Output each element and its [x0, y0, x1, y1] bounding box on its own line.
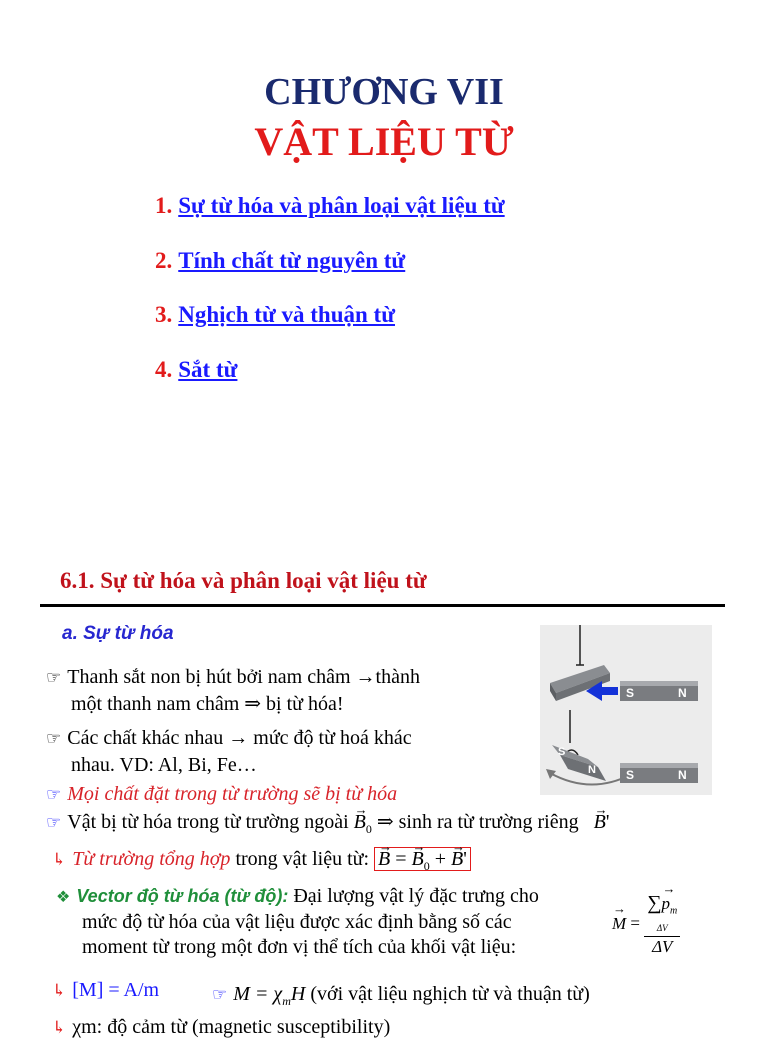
bullet-1 — [46, 664, 506, 718]
toc-item-2[interactable] — [155, 248, 405, 274]
definition-text: Đại lượng vật lý đặc trưng cho — [293, 885, 539, 907]
toc-item-3[interactable] — [155, 302, 395, 328]
susceptibility-formula: ☞ $M = \chi_mH$ (với vật liệu nghịch từ và thuận từ) — [212, 983, 590, 1008]
chapter-title: CHƯƠNG VII — [264, 71, 504, 113]
toc-number: 2. — [155, 248, 173, 273]
toc-link[interactable]: Nghịch từ và thuận từ — [178, 302, 395, 327]
pointing-hand-icon: ☞ — [46, 813, 62, 832]
toc-number: 1. — [155, 193, 173, 218]
bullet-text: một thanh nam châm ⇒ bị từ hóa! — [71, 693, 344, 715]
toc-link[interactable]: Sự từ hóa và phân loại vật liệu từ — [178, 193, 505, 218]
bullet-4: ☞ Vật bị từ hóa trong từ trường ngoài → $B_0$ ⇒ sinh ra từ trường riêng → B' — [46, 809, 609, 843]
bullet-susceptibility — [52, 1014, 390, 1041]
pointing-hand-icon: ☞ — [46, 729, 62, 748]
bullet-text: Thanh sắt non bị hút bởi nam châm →thành — [67, 666, 420, 688]
bullet-text-highlight: Từ trường tổng hợp — [72, 848, 231, 870]
definition-text: mức độ từ hóa của vật liệu được xác định bằng số các — [82, 911, 512, 933]
bullet-2 — [46, 725, 506, 779]
magnet-label-n: N — [678, 686, 687, 700]
bullet-text: Các chất khác nhau → mức độ từ hoá khác — [67, 727, 412, 749]
bullet-5 — [52, 846, 471, 880]
chapter-subtitle: VẬT LIỆU TỪ — [254, 119, 514, 164]
magnetization-formula: → M = ∑→ $p_m$ ΔV ΔV — [612, 892, 680, 957]
total-field-formula: → B = → $B_0$ + → B' — [374, 847, 471, 871]
unit-text: [M] = A/m — [72, 979, 160, 1001]
definition-text: moment từ trong một đơn vị thể tích của khối vật liệu: — [82, 936, 517, 958]
bullet-text: Mọi chất đặt trong từ trường sẽ bị từ hóa — [67, 783, 398, 805]
magnet-label-s: S — [626, 686, 635, 700]
arrow-bullet-icon: ↳ — [52, 981, 67, 1000]
section-divider — [40, 604, 725, 607]
bar-label-n: N — [588, 764, 596, 776]
toc-link[interactable]: Sắt từ — [178, 357, 238, 382]
bullet-text: χm: độ cảm từ (magnetic susceptibility) — [72, 1016, 391, 1038]
bullet-text: trong vật liệu từ: — [235, 848, 370, 870]
magnet-label-n: N — [678, 768, 687, 782]
magnetization-figure — [540, 625, 712, 795]
diamond-bullet-icon: ❖ — [56, 889, 71, 906]
section-title: 6.1. Sự từ hóa và phân loại vật liệu từ — [60, 568, 427, 593]
arrow-bullet-icon: ↳ — [52, 850, 67, 869]
bullet-text: ⇒ sinh ra từ trường riêng — [376, 811, 579, 833]
toc-link[interactable]: Tính chất từ nguyên tử — [178, 248, 406, 273]
formula-note: (với vật liệu nghịch từ và thuận từ) — [310, 983, 590, 1005]
bullet-text: nhau. VD: Al, Bi, Fe… — [71, 754, 257, 776]
unit-line — [52, 977, 159, 1004]
toc-number: 4. — [155, 357, 173, 382]
toc-number: 3. — [155, 302, 173, 327]
vector-b0: → $B_0$ — [354, 809, 372, 843]
pointing-hand-icon: ☞ — [46, 668, 62, 687]
bar-label-s: S — [558, 746, 566, 758]
bullet-text: Vật bị từ hóa trong từ trường ngoài — [67, 811, 349, 833]
magnet-label-s: S — [626, 768, 635, 782]
bullet-3 — [46, 781, 397, 808]
pointing-hand-icon: ☞ — [212, 985, 228, 1004]
subheading: a. Sự từ hóa — [62, 623, 174, 644]
magnetization-definition — [56, 884, 616, 960]
arrow-bullet-icon: ↳ — [52, 1018, 67, 1037]
pointing-hand-icon: ☞ — [46, 785, 62, 804]
toc-item-1[interactable] — [155, 193, 505, 219]
definition-term: Vector độ từ hóa (từ độ): — [76, 886, 289, 906]
toc-item-4[interactable] — [155, 357, 237, 383]
magnet-illustration — [540, 625, 712, 795]
vector-b-prime: → B — [594, 809, 606, 836]
